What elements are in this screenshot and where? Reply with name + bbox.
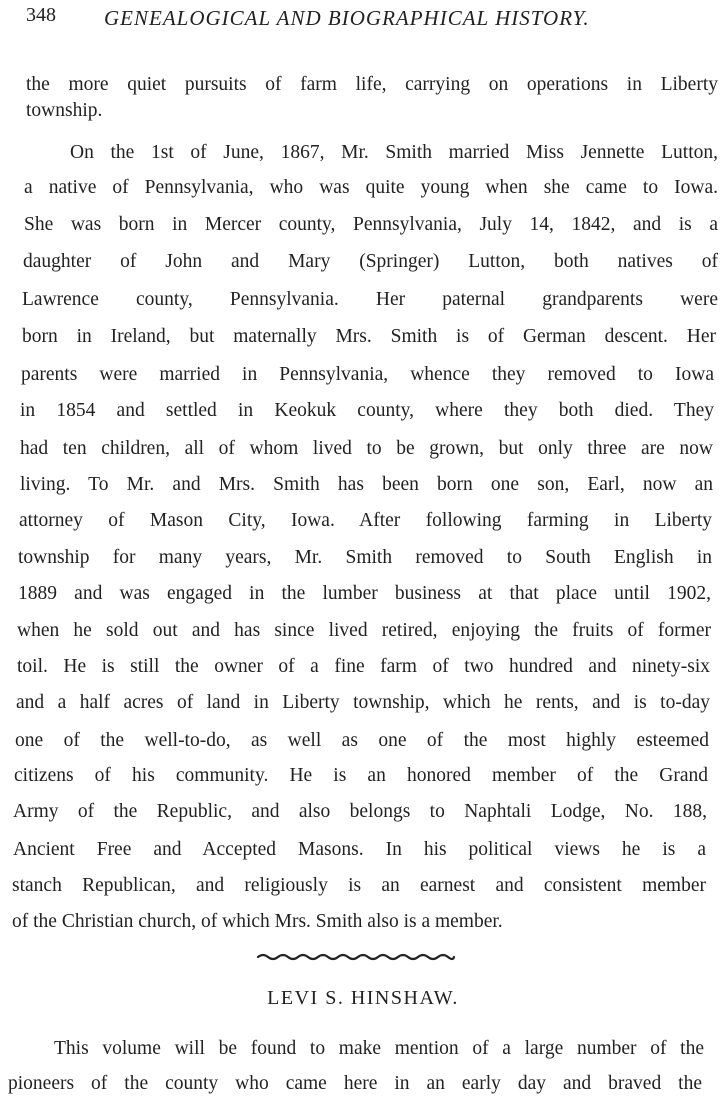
- body-line: one of the well-to-do, as well as one of the most highly esteemed: [15, 730, 709, 751]
- body-line: On the 1st of June, 1867, Mr. Smith married Miss Jennette Lutton,: [70, 142, 718, 163]
- body-line: born in Ireland, but maternally Mrs. Smith is of German descent. Her: [22, 326, 716, 347]
- body-line: in 1854 and settled in Keokuk county, where they both died. They: [20, 400, 714, 421]
- body-line: Lawrence county, Pennsylvania. Her paternal grandparents were: [22, 289, 718, 310]
- body-line: stanch Republican, and religiously is an earnest and consistent member: [12, 875, 706, 896]
- body-line: daughter of John and Mary (Springer) Lutton, both natives of: [23, 251, 718, 272]
- section-heading: LEVI S. HINSHAW.: [267, 987, 459, 1009]
- body-line: attorney of Mason City, Iowa. After following farming in Liberty: [19, 510, 712, 531]
- body-line: had ten children, all of whom lived to be grown, but only three are now: [20, 438, 713, 459]
- running-title: GENEALOGICAL AND BIOGRAPHICAL HISTORY.: [104, 6, 590, 30]
- body-line: parents were married in Pennsylvania, whence they removed to Iowa: [21, 364, 714, 385]
- body-line: toil. He is still the owner of a fine farm of two hundred and ninety-six: [17, 656, 710, 677]
- body-line: township.: [26, 100, 103, 121]
- body-line: Ancient Free and Accepted Masons. In his political views he is a: [13, 839, 706, 860]
- page-number: 348: [26, 4, 56, 26]
- body-line: 1889 and was engaged in the lumber business at that place until 1902,: [18, 583, 711, 604]
- body-line: and a half acres of land in Liberty township, which he rents, and is to-day: [16, 692, 710, 713]
- body-line: a native of Pennsylvania, who was quite young when she came to Iowa.: [24, 177, 718, 198]
- section-line: This volume will be found to make mention of a large number of the: [54, 1038, 704, 1059]
- body-line: living. To Mr. and Mrs. Smith has been born one son, Earl, now an: [20, 474, 713, 495]
- body-line: citizens of his community. He is an honored member of the Grand: [14, 765, 708, 786]
- body-line: She was born in Mercer county, Pennsylvania, July 14, 1842, and is a: [24, 214, 718, 235]
- body-line: the more quiet pursuits of farm life, carrying on operations in Liberty: [26, 74, 718, 95]
- body-line: when he sold out and has since lived retired, enjoying the fruits of former: [17, 620, 711, 641]
- body-line: township for many years, Mr. Smith removed to South English in: [18, 547, 712, 568]
- body-line: Army of the Republic, and also belongs to Naphtali Lodge, No. 188,: [13, 801, 707, 822]
- wavy-divider: [256, 950, 456, 964]
- page-header: [26, 4, 716, 34]
- body-line: of the Christian church, of which Mrs. Smith also is a member.: [12, 911, 503, 932]
- section-line: pioneers of the county who came here in an early day and braved the: [8, 1073, 702, 1094]
